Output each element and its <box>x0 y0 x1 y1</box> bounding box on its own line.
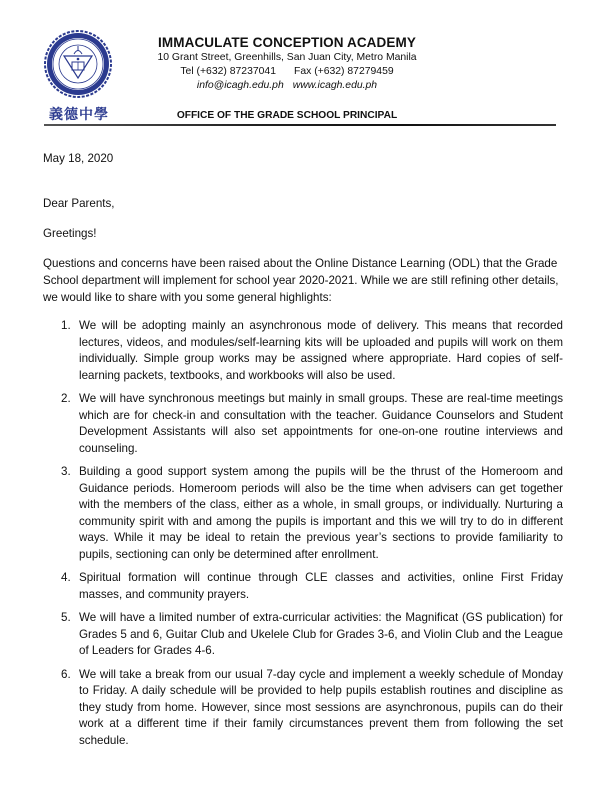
list-number: 5. <box>61 611 71 624</box>
list-item-text: We will be adopting mainly an asynchronous mode of delivery. This means that recorded lectures, videos, and modules/self-learning kits will be uploaded and pupils will work on them individually. Simple group works may be assigned where appropriate. Hard copies of self-learning packets, textbooks, and workbooks will also be used. <box>79 319 563 382</box>
letter-date: May 18, 2020 <box>43 152 114 165</box>
list-item-text: We will have a limited number of extra-curricular activities: the Magnificat (GS publication) for Grades 5 and 6, Guitar Club and Ukelele Club for Grades 3-6, and Violin Club and the League of Leaders for Grades 4-6. <box>79 611 563 657</box>
salutation: Dear Parents, <box>43 197 115 210</box>
address: 10 Grant Street, Greenhills, San Juan City, Metro Manila <box>157 52 417 63</box>
list-item-text: We will take a break from our usual 7-day cycle and implement a weekly schedule of Monday to Friday. A daily schedule will be provided to help pupils establish routines and discipline as they study from home. However, since most sessions are asynchronous, pupils can do their work at a different time if their family circumstances prevent them from following the set schedule. <box>79 667 563 747</box>
list-number: 3. <box>61 465 71 478</box>
list-number: 2. <box>61 392 71 405</box>
list-item <box>43 391 563 457</box>
header-divider <box>44 124 556 126</box>
list-item-text: We will have synchronous meetings but mainly in small groups. These are real-time meetings which are for check-in and consultation with the teacher. Guidance Counselors and Student Development Assistants will also set appointments for one-on-one routine interviews and counseling. <box>79 392 563 455</box>
greeting: Greetings! <box>43 227 97 240</box>
telephone: Tel (+632) 87237041 <box>180 66 276 77</box>
highlights-list <box>43 318 563 756</box>
website-link[interactable]: www.icagh.edu.ph <box>292 80 378 91</box>
list-item <box>43 667 563 750</box>
list-number: 4. <box>61 571 71 584</box>
phone-line <box>140 65 434 79</box>
list-item <box>43 464 563 563</box>
list-item-text: Spiritual formation will continue through CLE classes and activities, online First Friday masses, and community prayers. <box>79 571 563 601</box>
letterhead <box>140 35 434 93</box>
list-number: 6. <box>61 667 71 681</box>
school-chinese-name: 義德中學 <box>49 107 109 123</box>
email-link[interactable]: info@icagh.edu.ph <box>196 80 284 91</box>
office-title: OFFICE OF THE GRADE SCHOOL PRINCIPAL <box>176 110 398 121</box>
school-seal-icon <box>43 29 113 99</box>
fax: Fax (+632) 87279459 <box>293 66 394 77</box>
list-item <box>43 570 563 603</box>
list-item <box>43 318 563 384</box>
organization-name: IMMACULATE CONCEPTION ACADEMY <box>158 35 416 50</box>
intro-paragraph: Questions and concerns have been raised about the Online Distance Learning (ODL) that the Grade School department will implement for school year 2020-2021. While we are still refining other details, we would like to share with you some general highlights: <box>43 257 559 304</box>
list-number: 1. <box>61 319 71 332</box>
list-item-text: Building a good support system among the pupils will be the thrust of the Homeroom and Guidance periods. Homeroom periods will also be the time when advisers can get together with the members of the class, either as a whole, in small groups, or individually. Nurturing a community spirit with and among the pupils is important and this we will try to do in different ways. While it may be ideal to retain the previous year’s sections to provide familiarity to pupils, sectioning can only be determined after enrollment. <box>79 465 563 561</box>
contact-line <box>140 79 434 93</box>
list-item <box>43 610 563 660</box>
